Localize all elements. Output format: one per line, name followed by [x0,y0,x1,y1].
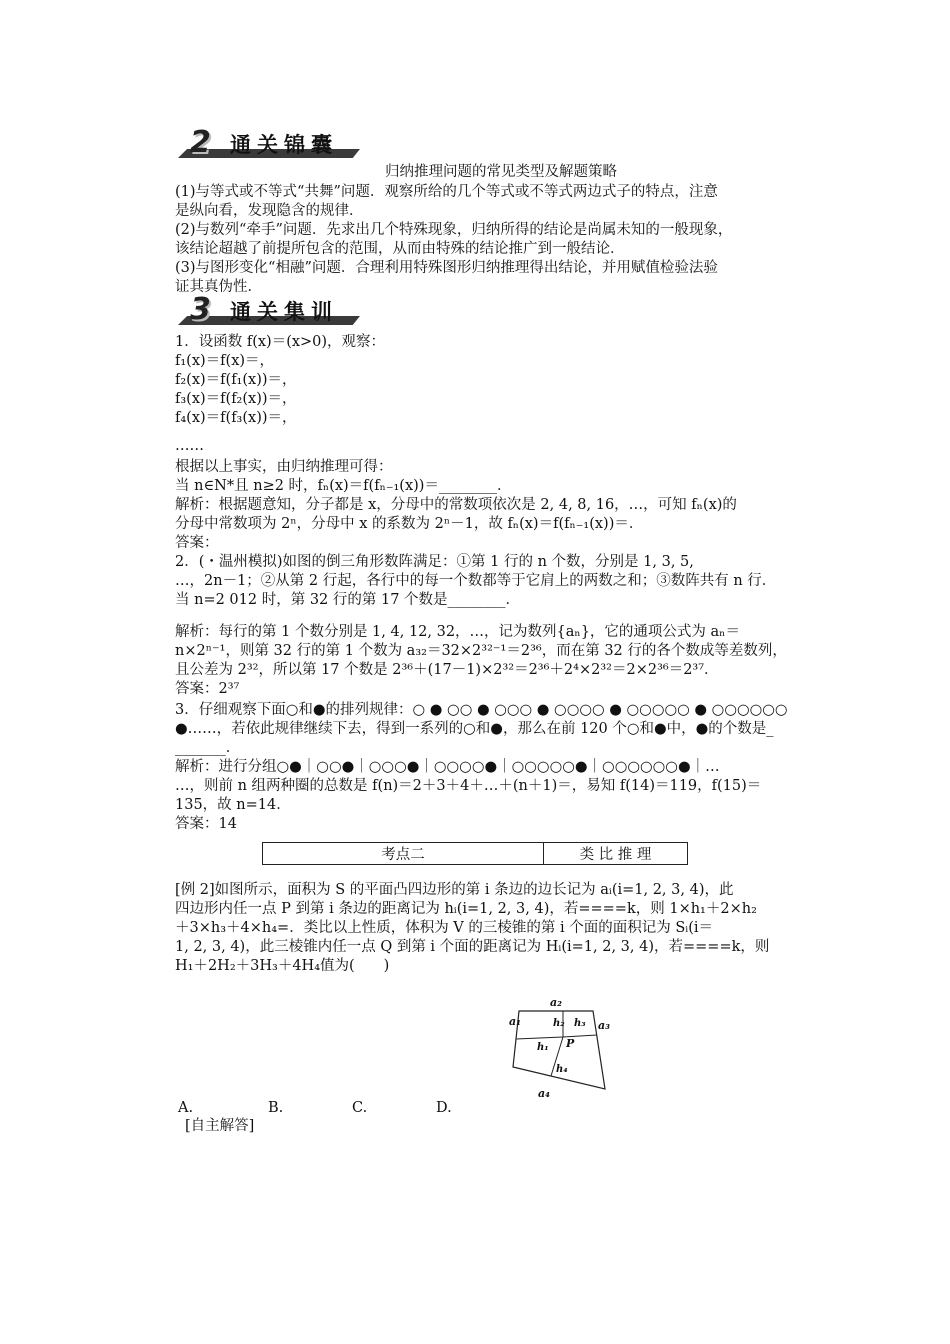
q3-line: 解析：进行分组○●｜○○●｜○○○●｜○○○○●｜○○○○○●｜○○○○○○●｜… [175,759,720,775]
option-c[interactable]: C. [352,1100,368,1116]
topic-table-right: 类 比 推 理 [544,843,688,865]
q3-line: …，则前 n 组两种圈的总数是 f(n)＝2＋3＋4＋…＋(n＋1)＝，易知 f(14)＝119，f(15)＝ [175,778,762,794]
option-b[interactable]: B. [268,1100,284,1116]
banner-number: 2 [190,125,211,160]
q2-line: 当 n=2 012 时，第 32 行的第 17 个数是________． [175,592,521,608]
q1-line: 答案： [175,535,219,551]
label-a2: a₂ [550,996,562,1009]
banner-number: 3 [190,292,211,327]
quadrilateral-figure-main [505,993,625,1103]
label-a1: a₁ [509,1015,521,1028]
q2-line: n×2ⁿ⁻¹，则第 32 行的第 1 个数为 a₃₂＝32×2³²⁻¹＝2³⁶，而在第 32 行的各个数成等差数列， [175,643,787,659]
self-answer-label: [自主解答] [185,1118,255,1134]
q3-line: 3．仔细观察下面○和●的排列规律：○ ● ○○ ● ○○○ ● ○○○○ ● ○○○○○ ● ○○○○○○ [175,702,788,718]
ex2-line: H₁＋2H₂＋3H₃＋4H₄值为( ) [175,958,390,974]
q1-line: 1．设函数 f(x)＝(x>0)，观察： [175,334,386,350]
option-a[interactable]: A. [178,1100,194,1116]
topic-table-left: 考点二 [263,843,544,865]
label-h1: h₁ [537,1042,549,1053]
q1-line: …… [175,438,204,454]
strategy-line: (1)与等式或不等式“共舞”问题．观察所给的几个等式或不等式两边式子的特点，注意 [175,184,718,200]
ex2-line: 1, 2, 3, 4)，此三棱锥内任一点 Q 到第 i 个面的距离记为 Hᵢ(i=1, 2, 3, 4)，若====k，则 [175,939,770,955]
q2-line: 且公差为 2³²，所以第 17 个数是 2³⁶＋(17－1)×2³²＝2³⁶＋2⁴×2³²＝2×2³⁶＝2³⁷． [175,662,719,678]
label-h3: h₃ [574,1018,586,1029]
q1-line: f₁(x)＝f(x)＝， [175,353,275,369]
q1-line: 当 n∈N*且 n≥2 时，fₙ(x)＝f(fₙ₋₁(x))＝________． [175,478,512,494]
q1-line: 解析：根据题意知，分子都是 x，分母中的常数项依次是 2, 4, 8, 16，…，可知 fₙ(x)的 [175,497,737,513]
q3-line: 答案：14 [175,816,237,832]
label-h2: h₂ [553,1018,565,1029]
strategy-line: (2)与数列“牵手”问题．先求出几个特殊现象，归纳所得的结论是尚属未知的一般现象， [175,222,733,238]
section-banner-practice [178,292,360,327]
label-a4: a₄ [538,1087,550,1100]
label-a3: a₃ [598,1019,610,1032]
section-banner-tips [178,125,360,160]
label-P: P [566,1037,575,1050]
q2-line: 解析：每行的第 1 个数分别是 1, 4, 12, 32，…，记为数列{aₙ}，它的通项公式为 aₙ＝ [175,624,740,640]
ex2-line: [例 2]如图所示，面积为 S 的平面凸四边形的第 i 条边的边长记为 aᵢ(i=1, 2, 3, 4)，此 [175,882,734,898]
q2-line: …，2n－1；②从第 2 行起，各行中的每一个数都等于它肩上的两数之和；③数阵共有 n 行． [175,573,777,589]
banner-title: 通关集训 [230,300,338,324]
q3-line: 135，故 n=14． [175,797,291,813]
ex2-line: 四边形内任一点 P 到第 i 条边的距离记为 hᵢ(i=1, 2, 3, 4)，若====k，则 1×h₁＋2×h₂ [175,901,757,917]
q3-line: _______． [175,740,241,756]
label-h4: h₄ [556,1064,568,1075]
q3-line: ●……，若依此规律继续下去，得到一系列的○和●，那么在前 120 个○和●中，●的个数是_ [175,721,774,737]
banner-title: 通关锦囊 [230,133,338,157]
q2-line: 答案：2³⁷ [175,681,240,697]
strategy-heading: 归纳推理问题的常见类型及解题策略 [385,164,617,180]
q1-line: f₄(x)＝f(f₃(x))＝， [175,410,297,426]
strategy-line: 证其真伪性． [175,279,262,295]
q1-line: f₃(x)＝f(f₂(x))＝， [175,391,297,407]
q1-line: 根据以上事实，由归纳推理可得： [175,459,393,475]
ex2-line: ＋3×h₃＋4×h₄=．类比以上性质，体积为 V 的三棱锥的第 i 个面的面积记为 Sᵢ(i＝ [175,920,713,936]
q1-line: 分母中常数项为 2ⁿ，分母中 x 的系数为 2ⁿ－1，故 fₙ(x)＝f(fₙ₋₁(x))＝． [175,516,644,532]
strategy-line: 该结论超越了前提所包含的范围，从而由特殊的结论推广到一般结论． [175,241,625,257]
q1-line: f₂(x)＝f(f₁(x))＝， [175,372,297,388]
q2-line: 2．(・温州模拟)如图的倒三角形数阵满足：①第 1 行的 n 个数，分别是 1, 3, 5, [175,554,694,570]
option-d[interactable]: D. [436,1100,452,1116]
strategy-line: 是纵向看，发现隐含的规律． [175,203,364,219]
strategy-line: (3)与图形变化“相融”问题．合理利用特殊图形归纳推理得出结论，并用赋值检验法验 [175,260,718,276]
topic-table [262,842,688,865]
